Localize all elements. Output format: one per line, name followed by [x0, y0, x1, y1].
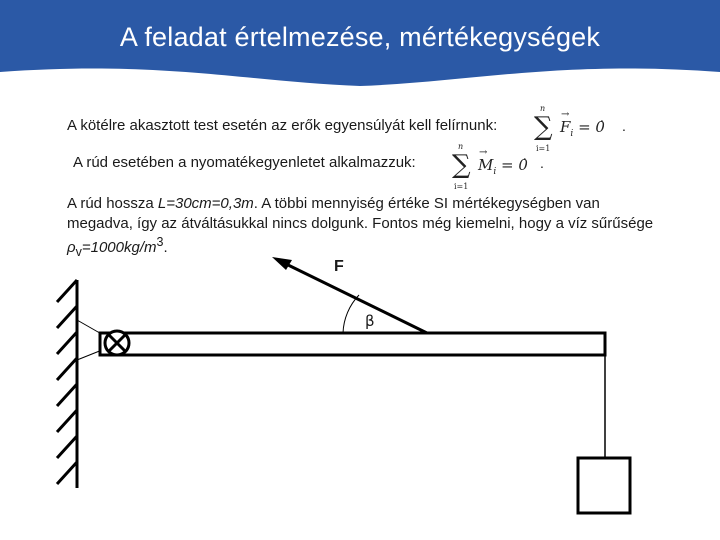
force-label: F [334, 258, 344, 275]
title-banner [0, 0, 720, 90]
moment-sum-upper-limit: n [458, 142, 464, 151]
force-symbol: F [560, 118, 571, 136]
moment-sum-symbol: ∑ [452, 150, 471, 180]
force-sum-symbol: ∑ [534, 112, 553, 142]
density-subscript: v [75, 245, 82, 259]
force-vector-arrow: → [561, 109, 570, 120]
moment-index: i [493, 167, 497, 177]
rod [100, 333, 605, 355]
moment-equation-text: A rúd esetében a nyomatékegyenletet alkalmazzuk: [73, 154, 416, 171]
moment-sum-lower-limit: i=1 [454, 182, 469, 191]
density-exponent: 3 [156, 235, 164, 249]
density-value: =1000kg/m [81, 239, 157, 256]
moment-equals-zero: = 0̇ [496, 156, 528, 174]
angle-arc [343, 295, 359, 333]
density-symbol: ρ [67, 239, 76, 256]
force-sum-formula [534, 104, 614, 156]
paragraph-part2: . A többi mennyiség értéke SI mértékegységben van megadva, így az átváltásukkal nincs dolgunk. Fontos még kiemelni, hogy a víz sűrűsége [67, 195, 654, 232]
paragraph-part1: A rúd hossza [67, 195, 158, 212]
line2-trailing-dot: . [540, 155, 544, 171]
force-arrowhead-icon [272, 257, 292, 270]
force-sum-lower-limit: i=1 [536, 144, 551, 153]
moment-vector-arrow: → [479, 147, 488, 158]
angle-label: β [365, 312, 375, 330]
moment-symbol: M [478, 156, 494, 174]
hanging-block [578, 458, 630, 513]
mechanics-diagram [0, 250, 720, 540]
force-sum-upper-limit: n [540, 104, 546, 113]
force-vector [284, 263, 427, 333]
moment-sum-term [478, 147, 528, 177]
paragraph-part3: . [163, 239, 168, 256]
moment-equation-statement [73, 154, 416, 171]
force-equals-zero: = 0̇ [573, 118, 605, 136]
pivot-joint-icon [105, 331, 129, 355]
force-index: i [570, 129, 574, 139]
wall-hatching [57, 280, 77, 484]
moment-sum-formula [452, 142, 532, 194]
force-equilibrium-text: A kötélre akasztott test esetén az erők egyensúlyát kell felírnunk: [67, 117, 498, 134]
slide-title: A feladat értelmezése, mértékegységek [119, 22, 601, 52]
rod-length-value: L=30cm=0,3m [157, 195, 254, 212]
force-equilibrium-statement [67, 117, 497, 134]
line1-trailing-dot: . [622, 118, 626, 134]
force-sum-term [560, 109, 605, 139]
